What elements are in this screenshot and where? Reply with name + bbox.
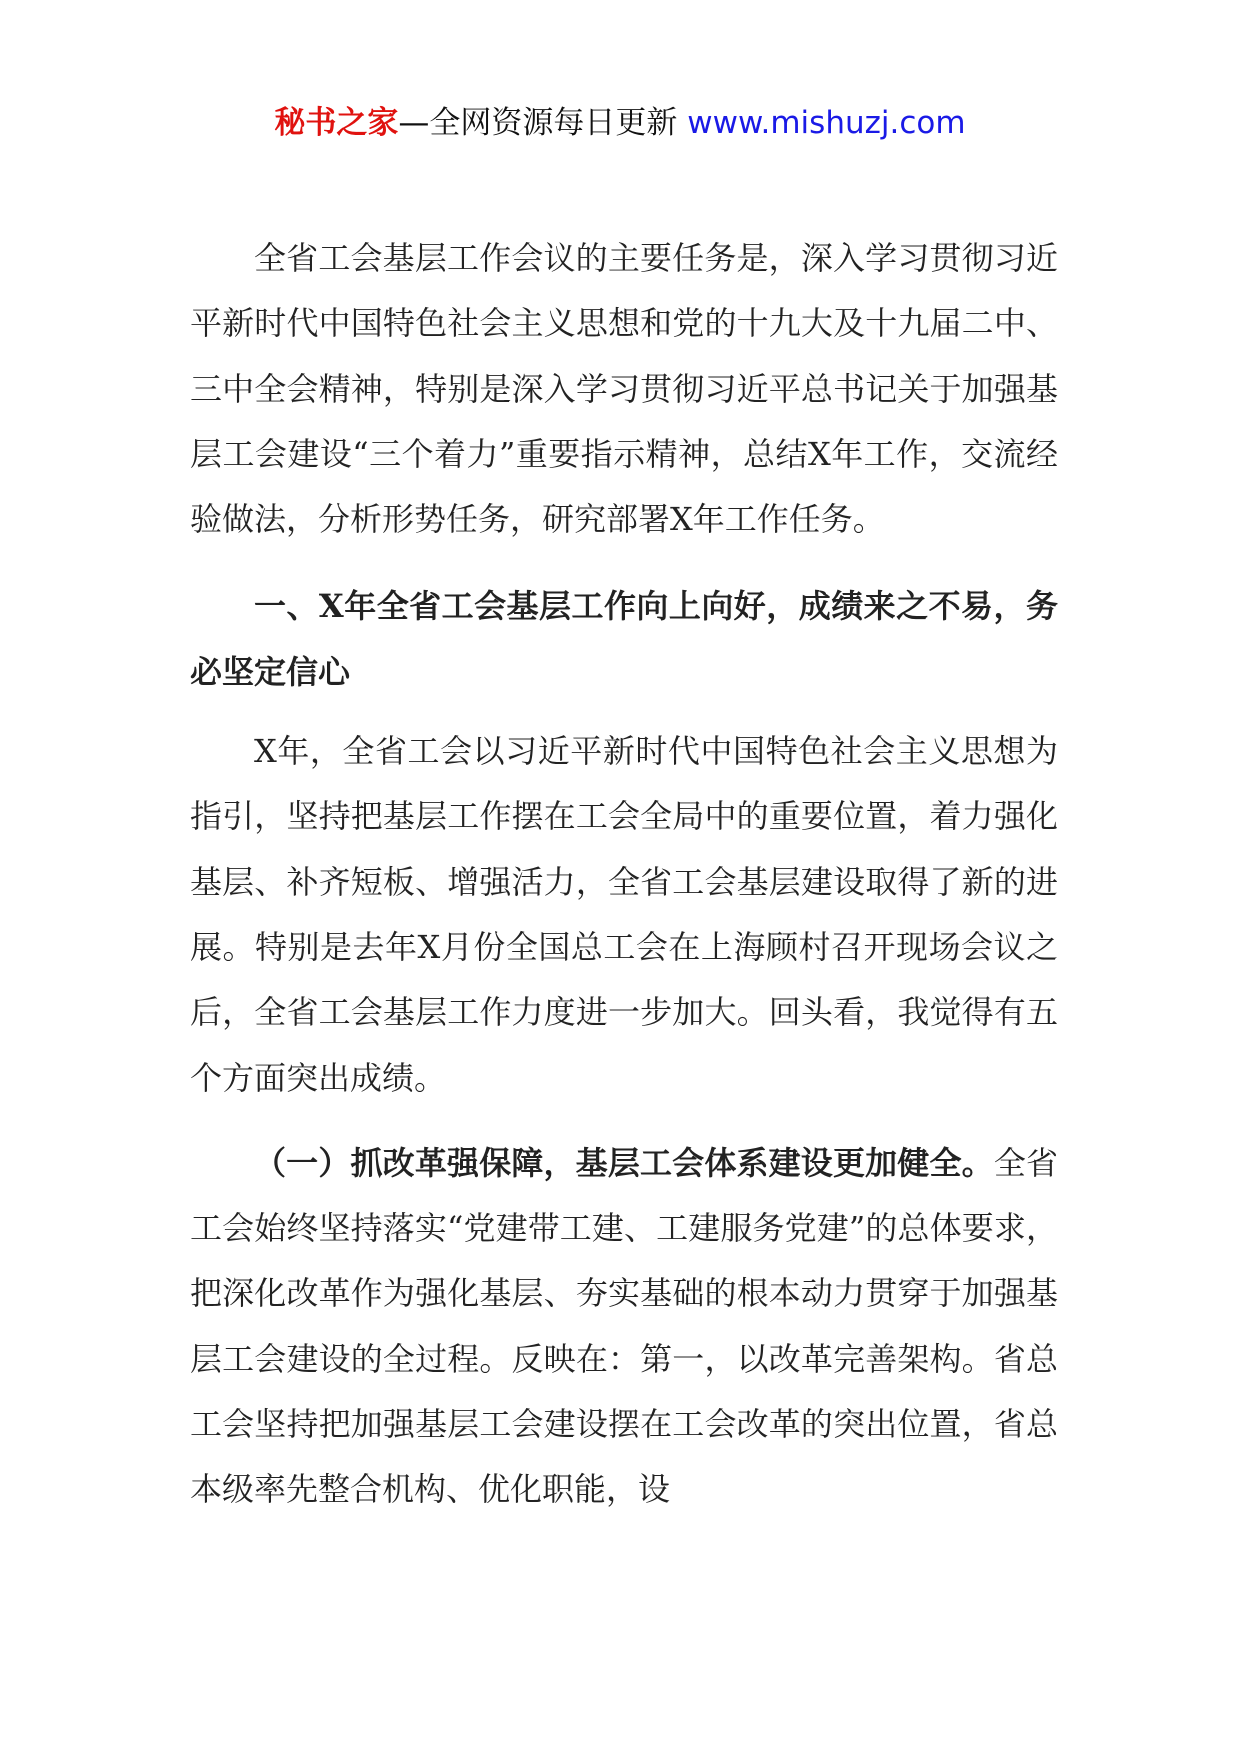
section-heading-1: 一、X年全省工会基层工作向上向好，成绩来之不易，务必坚定信心 (190, 587, 1058, 691)
subsection-1-lead: （一）抓改革强保障，基层工会体系建设更加健全。 (254, 1143, 994, 1182)
subsection-1-text: 全省工会始终坚持落实“党建带工建、工建服务党建”的总体要求，把深化改革作为强化基层、夯实基础的根本动力贯穿于加强基层工会建设的全过程。反映在：第一，以改革完善架构。省总工会坚持把加强基层工会建设摆在工会改革的突出位置，省总本级率先整合机构、优化职能，设 (190, 1143, 1058, 1509)
subsection-1-paragraph (190, 1131, 1058, 1523)
site-brand: 秘书之家 (274, 105, 399, 141)
site-url[interactable]: www.mishuzj.com (687, 105, 966, 141)
intro-paragraph: 全省工会基层工作会议的主要任务是，深入学习贯彻习近平新时代中国特色社会主义思想和党的十九大及十九届二中、三中全会精神，特别是深入学习贯彻习近平总书记关于加强基层工会建设“三个着力”重要指示精神，总结X年工作，交流经验做法，分析形势任务，研究部署X年工作任务。 (190, 239, 1058, 539)
site-slogan: —全网资源每日更新 (398, 105, 678, 141)
section-1-paragraph: X年，全省工会以习近平新时代中国特色社会主义思想为指引，坚持把基层工作摆在工会全局中的重要位置，着力强化基层、补齐短板、增强活力，全省工会基层建设取得了新的进展。特别是去年X月份全国总工会在上海顾村召开现场会议之后，全省工会基层工作力度进一步加大。回头看，我觉得有五个方面突出成绩。 (190, 732, 1058, 1097)
page-header (0, 98, 1240, 148)
document-body (190, 226, 1058, 1523)
